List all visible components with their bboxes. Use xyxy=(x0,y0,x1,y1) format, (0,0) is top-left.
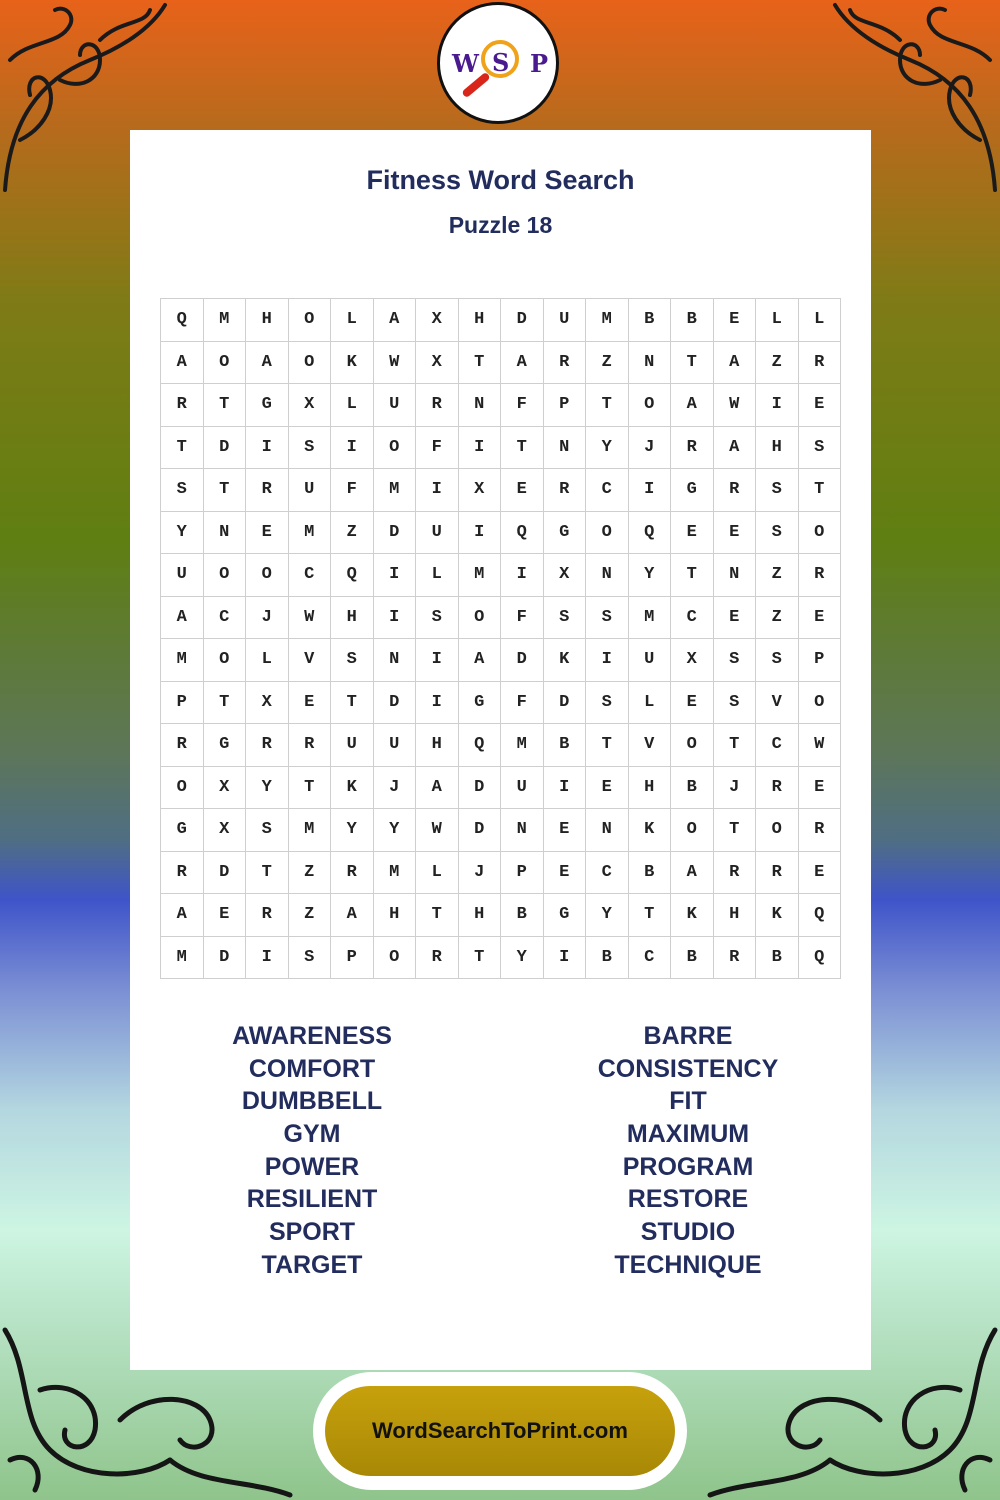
grid-cell[interactable]: O xyxy=(671,809,714,852)
grid-cell[interactable]: X xyxy=(459,469,502,512)
grid-cell[interactable]: H xyxy=(714,894,757,937)
grid-cell[interactable]: Z xyxy=(331,512,374,555)
grid-cell[interactable]: N xyxy=(501,809,544,852)
grid-cell[interactable]: I xyxy=(246,937,289,980)
grid-cell[interactable]: S xyxy=(586,682,629,725)
grid-cell[interactable]: Z xyxy=(756,342,799,385)
grid-cell[interactable]: V xyxy=(756,682,799,725)
grid-cell[interactable]: L xyxy=(799,299,842,342)
grid-cell[interactable]: G xyxy=(204,724,247,767)
grid-cell[interactable]: E xyxy=(799,597,842,640)
grid-cell[interactable]: J xyxy=(714,767,757,810)
grid-cell[interactable]: B xyxy=(756,937,799,980)
word-item: DUMBBELL xyxy=(241,1087,383,1116)
grid-cell[interactable]: D xyxy=(459,809,502,852)
grid-cell[interactable]: H xyxy=(756,427,799,470)
grid-cell[interactable]: S xyxy=(161,469,204,512)
grid-cell[interactable]: Q xyxy=(161,299,204,342)
grid-cell[interactable]: F xyxy=(416,427,459,470)
grid-cell[interactable]: T xyxy=(416,894,459,937)
grid-cell[interactable]: E xyxy=(246,512,289,555)
grid-cell[interactable]: O xyxy=(289,299,332,342)
grid-cell[interactable]: J xyxy=(629,427,672,470)
grid-cell[interactable]: U xyxy=(544,299,587,342)
grid-cell[interactable]: F xyxy=(331,469,374,512)
grid-cell[interactable]: R xyxy=(799,554,842,597)
grid-cell[interactable]: Y xyxy=(501,937,544,980)
grid-cell[interactable]: S xyxy=(289,427,332,470)
grid-cell[interactable]: R xyxy=(246,894,289,937)
grid-cell[interactable]: R xyxy=(416,937,459,980)
grid-cell[interactable]: M xyxy=(374,469,417,512)
grid-cell[interactable]: I xyxy=(459,512,502,555)
grid-cell[interactable]: R xyxy=(714,852,757,895)
grid-cell[interactable]: N xyxy=(544,427,587,470)
grid-cell[interactable]: R xyxy=(161,384,204,427)
grid-cell[interactable]: B xyxy=(544,724,587,767)
grid-cell[interactable]: N xyxy=(586,809,629,852)
grid-cell[interactable]: H xyxy=(416,724,459,767)
grid-cell[interactable]: S xyxy=(416,597,459,640)
grid-cell[interactable]: F xyxy=(501,597,544,640)
grid-cell[interactable]: P xyxy=(161,682,204,725)
grid-cell[interactable]: E xyxy=(714,512,757,555)
grid-cell[interactable]: E xyxy=(671,512,714,555)
grid-cell[interactable]: E xyxy=(799,852,842,895)
grid-cell[interactable]: I xyxy=(629,469,672,512)
grid-cell[interactable]: R xyxy=(331,852,374,895)
grid-cell[interactable]: W xyxy=(289,597,332,640)
grid-cell[interactable]: H xyxy=(459,894,502,937)
wsp-logo xyxy=(437,2,559,124)
grid-cell[interactable]: O xyxy=(586,512,629,555)
grid-cell[interactable]: L xyxy=(246,639,289,682)
grid-cell[interactable]: R xyxy=(544,469,587,512)
word-item: TECHNIQUE xyxy=(614,1250,762,1279)
grid-cell[interactable]: U xyxy=(629,639,672,682)
grid-cell[interactable]: B xyxy=(629,852,672,895)
grid-cell[interactable]: R xyxy=(544,342,587,385)
grid-cell[interactable]: E xyxy=(714,299,757,342)
grid-cell[interactable]: D xyxy=(374,682,417,725)
grid-cell[interactable]: R xyxy=(161,724,204,767)
grid-cell[interactable]: O xyxy=(374,427,417,470)
grid-cell[interactable]: C xyxy=(586,852,629,895)
grid-cell[interactable]: R xyxy=(671,427,714,470)
grid-cell[interactable]: E xyxy=(289,682,332,725)
word-item: BARRE xyxy=(643,1022,733,1050)
page-title: Fitness Word Search xyxy=(366,165,635,195)
grid-cell[interactable]: D xyxy=(204,852,247,895)
grid-cell[interactable]: I xyxy=(416,469,459,512)
grid-cell[interactable]: O xyxy=(459,597,502,640)
grid-cell[interactable]: J xyxy=(374,767,417,810)
grid-cell[interactable]: L xyxy=(416,852,459,895)
grid-cell[interactable]: W xyxy=(799,724,842,767)
site-link[interactable]: WordSearchToPrint.com xyxy=(372,1418,628,1443)
grid-cell[interactable]: A xyxy=(714,427,757,470)
grid-cell[interactable]: L xyxy=(756,299,799,342)
grid-cell[interactable]: A xyxy=(161,894,204,937)
grid-cell[interactable]: I xyxy=(374,597,417,640)
grid-cell[interactable]: R xyxy=(756,852,799,895)
grid-cell[interactable]: D xyxy=(459,767,502,810)
grid-cell[interactable]: G xyxy=(246,384,289,427)
grid-cell[interactable]: R xyxy=(799,342,842,385)
grid-cell[interactable]: T xyxy=(714,809,757,852)
grid-cell[interactable]: Q xyxy=(799,894,842,937)
grid-cell[interactable]: S xyxy=(799,427,842,470)
word-item: POWER xyxy=(264,1152,360,1181)
grid-cell[interactable]: E xyxy=(544,852,587,895)
grid-cell[interactable]: E xyxy=(204,894,247,937)
grid-cell[interactable]: F xyxy=(501,682,544,725)
grid-cell[interactable]: Y xyxy=(586,427,629,470)
grid-cell[interactable]: M xyxy=(289,512,332,555)
grid-cell[interactable]: Q xyxy=(501,512,544,555)
word-item: STUDIO xyxy=(640,1218,736,1247)
grid-cell[interactable]: A xyxy=(459,639,502,682)
grid-cell[interactable]: O xyxy=(289,342,332,385)
grid-cell[interactable]: R xyxy=(756,767,799,810)
grid-cell[interactable]: S xyxy=(756,512,799,555)
grid-cell[interactable]: K xyxy=(331,767,374,810)
grid-cell[interactable]: A xyxy=(246,342,289,385)
word-item: GYM xyxy=(283,1120,341,1149)
grid-cell[interactable]: S xyxy=(714,682,757,725)
grid-cell[interactable]: H xyxy=(374,894,417,937)
grid-cell[interactable]: X xyxy=(204,809,247,852)
grid-cell[interactable]: T xyxy=(586,384,629,427)
grid-cell[interactable]: A xyxy=(161,342,204,385)
footer-pill[interactable] xyxy=(325,1386,675,1476)
grid-cell[interactable]: C xyxy=(756,724,799,767)
grid-cell[interactable]: S xyxy=(544,597,587,640)
grid-cell[interactable]: Y xyxy=(586,894,629,937)
grid-cell[interactable]: X xyxy=(416,342,459,385)
grid-cell[interactable]: R xyxy=(416,384,459,427)
grid-cell[interactable]: E xyxy=(501,469,544,512)
grid-cell[interactable]: T xyxy=(799,469,842,512)
grid-cell[interactable]: S xyxy=(586,597,629,640)
grid-cell[interactable]: H xyxy=(629,767,672,810)
grid-cell[interactable]: K xyxy=(671,894,714,937)
grid-cell[interactable]: R xyxy=(289,724,332,767)
grid-cell[interactable]: Y xyxy=(331,809,374,852)
grid-cell[interactable]: H xyxy=(459,299,502,342)
grid-cell[interactable]: O xyxy=(799,682,842,725)
grid-cell[interactable]: I xyxy=(586,639,629,682)
grid-cell[interactable]: D xyxy=(544,682,587,725)
grid-cell[interactable]: A xyxy=(501,342,544,385)
grid-cell[interactable]: N xyxy=(204,512,247,555)
grid-cell[interactable]: G xyxy=(544,512,587,555)
grid-cell[interactable]: K xyxy=(756,894,799,937)
grid-cell[interactable]: M xyxy=(374,852,417,895)
grid-cell[interactable]: T xyxy=(204,469,247,512)
grid-cell[interactable]: M xyxy=(586,299,629,342)
grid-cell[interactable]: W xyxy=(416,809,459,852)
grid-cell[interactable]: X xyxy=(289,384,332,427)
grid-cell[interactable]: T xyxy=(501,427,544,470)
word-item: TARGET xyxy=(261,1250,363,1279)
grid-cell[interactable]: T xyxy=(586,724,629,767)
grid-cell[interactable]: G xyxy=(671,469,714,512)
grid-cell[interactable]: C xyxy=(204,597,247,640)
grid-cell[interactable]: W xyxy=(374,342,417,385)
grid-cell[interactable]: M xyxy=(459,554,502,597)
grid-cell[interactable]: Z xyxy=(756,554,799,597)
grid-cell[interactable]: P xyxy=(544,384,587,427)
grid-cell[interactable]: Y xyxy=(629,554,672,597)
grid-cell[interactable]: N xyxy=(374,639,417,682)
grid-cell[interactable]: O xyxy=(671,724,714,767)
grid-cell[interactable]: V xyxy=(629,724,672,767)
grid-cell[interactable]: Z xyxy=(289,894,332,937)
word-item: COMFORT xyxy=(248,1054,376,1083)
word-item: RESTORE xyxy=(627,1185,749,1214)
grid-cell[interactable]: O xyxy=(799,512,842,555)
grid-cell[interactable]: C xyxy=(289,554,332,597)
grid-cell[interactable]: A xyxy=(671,384,714,427)
grid-cell[interactable]: D xyxy=(374,512,417,555)
grid-cell[interactable]: T xyxy=(671,342,714,385)
word-item: RESILIENT xyxy=(246,1185,378,1214)
grid-cell[interactable]: I xyxy=(756,384,799,427)
grid-cell[interactable]: N xyxy=(459,384,502,427)
grid-cell[interactable]: U xyxy=(161,554,204,597)
grid-cell[interactable]: A xyxy=(416,767,459,810)
grid-cell[interactable]: M xyxy=(289,809,332,852)
grid-cell[interactable]: U xyxy=(416,512,459,555)
grid-cell[interactable]: Q xyxy=(629,512,672,555)
grid-cell[interactable]: T xyxy=(331,682,374,725)
grid-cell[interactable]: A xyxy=(374,299,417,342)
grid-cell[interactable]: H xyxy=(331,597,374,640)
grid-cell[interactable]: S xyxy=(246,809,289,852)
grid-cell[interactable]: G xyxy=(459,682,502,725)
grid-cell[interactable]: I xyxy=(246,427,289,470)
grid-cell[interactable]: Y xyxy=(161,512,204,555)
grid-cell[interactable]: R xyxy=(246,724,289,767)
grid-cell[interactable]: M xyxy=(161,639,204,682)
grid-cell[interactable]: B xyxy=(586,937,629,980)
grid-cell[interactable]: U xyxy=(289,469,332,512)
grid-cell[interactable]: Y xyxy=(374,809,417,852)
grid-cell[interactable]: V xyxy=(289,639,332,682)
grid-cell[interactable]: Q xyxy=(459,724,502,767)
grid-cell[interactable]: A xyxy=(714,342,757,385)
word-item: PROGRAM xyxy=(622,1152,754,1181)
grid-cell[interactable]: T xyxy=(629,894,672,937)
grid-cell[interactable]: O xyxy=(374,937,417,980)
grid-cell[interactable]: T xyxy=(671,554,714,597)
logo-letter: W xyxy=(452,49,479,78)
word-list-right xyxy=(538,1020,838,1282)
logo-letter: P xyxy=(530,49,549,78)
letter-grid xyxy=(160,298,841,979)
grid-cell[interactable]: C xyxy=(629,937,672,980)
grid-cell[interactable]: D xyxy=(204,427,247,470)
grid-cell[interactable]: A xyxy=(331,894,374,937)
word-item: AWARENESS xyxy=(232,1022,392,1050)
grid-cell[interactable]: X xyxy=(671,639,714,682)
grid-cell[interactable]: P xyxy=(331,937,374,980)
grid-cell[interactable]: G xyxy=(544,894,587,937)
grid-cell[interactable]: M xyxy=(161,937,204,980)
grid-cell[interactable]: S xyxy=(756,469,799,512)
grid-cell[interactable]: K xyxy=(544,639,587,682)
puzzle-panel xyxy=(130,130,871,1370)
logo-letter: S xyxy=(492,48,510,77)
grid-cell[interactable]: L xyxy=(331,299,374,342)
grid-cell[interactable]: T xyxy=(204,682,247,725)
grid-cell[interactable]: M xyxy=(629,597,672,640)
grid-cell[interactable]: X xyxy=(204,767,247,810)
grid-cell[interactable]: U xyxy=(374,724,417,767)
grid-cell[interactable]: S xyxy=(289,937,332,980)
grid-cell[interactable]: H xyxy=(246,299,289,342)
grid-cell[interactable]: N xyxy=(714,554,757,597)
grid-cell[interactable]: T xyxy=(289,767,332,810)
grid-cell[interactable]: M xyxy=(501,724,544,767)
grid-cell[interactable]: U xyxy=(331,724,374,767)
grid-cell[interactable]: E xyxy=(799,384,842,427)
grid-cell[interactable]: I xyxy=(544,937,587,980)
grid-cell[interactable]: J xyxy=(246,597,289,640)
grid-cell[interactable]: E xyxy=(586,767,629,810)
grid-cell[interactable]: R xyxy=(161,852,204,895)
grid-cell[interactable]: L xyxy=(629,682,672,725)
grid-cell[interactable]: O xyxy=(204,639,247,682)
grid-cell[interactable]: X xyxy=(544,554,587,597)
grid-cell[interactable]: R xyxy=(714,937,757,980)
grid-cell[interactable]: K xyxy=(331,342,374,385)
grid-cell[interactable]: T xyxy=(246,852,289,895)
grid-cell[interactable]: P xyxy=(501,852,544,895)
grid-cell[interactable]: S xyxy=(331,639,374,682)
grid-cell[interactable]: I xyxy=(459,427,502,470)
grid-cell[interactable]: O xyxy=(161,767,204,810)
footer-badge xyxy=(313,1372,687,1490)
word-item: FIT xyxy=(669,1087,707,1116)
grid-cell[interactable]: O xyxy=(246,554,289,597)
grid-cell[interactable]: C xyxy=(671,597,714,640)
grid-cell[interactable]: I xyxy=(374,554,417,597)
grid-cell[interactable]: D xyxy=(204,937,247,980)
grid-cell[interactable]: B xyxy=(671,937,714,980)
grid-cell[interactable]: B xyxy=(671,299,714,342)
grid-cell[interactable]: W xyxy=(714,384,757,427)
grid-cell[interactable]: R xyxy=(246,469,289,512)
grid-cell[interactable]: Z xyxy=(586,342,629,385)
grid-cell[interactable]: O xyxy=(204,342,247,385)
grid-cell[interactable]: T xyxy=(714,724,757,767)
grid-cell[interactable]: X xyxy=(246,682,289,725)
word-item: MAXIMUM xyxy=(626,1120,750,1149)
grid-cell[interactable]: R xyxy=(714,469,757,512)
grid-cell[interactable]: P xyxy=(799,639,842,682)
grid-cell[interactable]: G xyxy=(161,809,204,852)
grid-cell[interactable]: B xyxy=(671,767,714,810)
grid-cell[interactable]: Z xyxy=(756,597,799,640)
grid-cell[interactable]: A xyxy=(161,597,204,640)
grid-cell[interactable]: T xyxy=(161,427,204,470)
word-list-left xyxy=(162,1020,462,1282)
grid-cell[interactable]: N xyxy=(629,342,672,385)
grid-cell[interactable]: E xyxy=(714,597,757,640)
grid-cell[interactable]: E xyxy=(544,809,587,852)
grid-cell[interactable]: T xyxy=(459,342,502,385)
grid-cell[interactable]: B xyxy=(501,894,544,937)
grid-cell[interactable]: Y xyxy=(246,767,289,810)
grid-cell[interactable]: E xyxy=(799,767,842,810)
grid-cell[interactable]: T xyxy=(204,384,247,427)
grid-cell[interactable]: I xyxy=(501,554,544,597)
grid-cell[interactable]: Z xyxy=(289,852,332,895)
grid-cell[interactable]: D xyxy=(501,639,544,682)
grid-cell[interactable]: Q xyxy=(799,937,842,980)
grid-cell[interactable]: A xyxy=(671,852,714,895)
grid-cell[interactable]: S xyxy=(714,639,757,682)
grid-cell[interactable]: O xyxy=(204,554,247,597)
grid-cell[interactable]: C xyxy=(586,469,629,512)
grid-cell[interactable]: M xyxy=(204,299,247,342)
grid-cell[interactable]: F xyxy=(501,384,544,427)
grid-cell[interactable]: L xyxy=(331,384,374,427)
grid-cell[interactable]: O xyxy=(756,809,799,852)
grid-cell[interactable]: X xyxy=(416,299,459,342)
grid-cell[interactable]: U xyxy=(501,767,544,810)
grid-cell[interactable]: N xyxy=(586,554,629,597)
grid-cell[interactable]: I xyxy=(416,639,459,682)
word-item: CONSISTENCY xyxy=(597,1054,779,1083)
grid-cell[interactable]: E xyxy=(671,682,714,725)
grid-cell[interactable]: B xyxy=(629,299,672,342)
grid-cell[interactable]: R xyxy=(799,809,842,852)
grid-cell[interactable]: L xyxy=(416,554,459,597)
grid-cell[interactable]: Q xyxy=(331,554,374,597)
grid-cell[interactable]: I xyxy=(416,682,459,725)
grid-cell[interactable]: I xyxy=(331,427,374,470)
grid-cell[interactable]: O xyxy=(629,384,672,427)
grid-cell[interactable]: K xyxy=(629,809,672,852)
grid-cell[interactable]: D xyxy=(501,299,544,342)
grid-cell[interactable]: U xyxy=(374,384,417,427)
puzzle-number: Puzzle 18 xyxy=(448,212,553,238)
grid-cell[interactable]: I xyxy=(544,767,587,810)
grid-cell[interactable]: S xyxy=(756,639,799,682)
grid-cell[interactable]: J xyxy=(459,852,502,895)
word-item: SPORT xyxy=(268,1218,356,1247)
grid-cell[interactable]: T xyxy=(459,937,502,980)
